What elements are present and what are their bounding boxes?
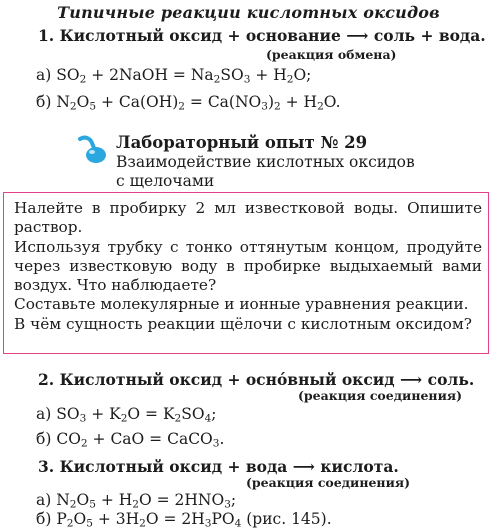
formula-text: ; [211,405,217,423]
lab-subtitle-line-1: Взаимодействие кислотных оксидов [116,153,415,171]
formula-subscript: 5 [86,517,93,530]
formula-text: + H [250,66,287,84]
formula-text: O = 2H [145,510,205,528]
equation-formula [56,66,311,84]
formula-text: O = 2HNO [138,491,225,509]
reaction-1-equation-b [36,93,341,111]
formula-subscript: 2 [69,100,77,113]
reaction-3-equation-a [36,491,236,509]
formula-subscript: 4 [204,412,212,425]
lab-paragraph-2: Используя трубку с тонко оттянутым концом, продуйте через известковую воду в пробирке выдыхаемый вами воздух. Что наблюдаете? [14,237,482,295]
formula-subscript: 2 [120,412,128,425]
lab-paragraph-3: Составьте молекулярные и ионные уравнения реакции. [14,295,469,314]
formula-text: + H [95,491,133,509]
lab-paragraph-4: В чём сущность реакции щёлочи с кислотным оксидом? [14,314,472,333]
formula-subscript: 2 [66,517,74,530]
formula-text: + CaO = CaCO [87,430,213,448]
formula-text: SO [56,66,80,84]
reaction-3-note: (реакция соединения) [246,475,411,490]
lab-instructions-text [14,199,482,334]
formula-text: P [56,510,67,528]
equation-label: а) [36,66,52,84]
formula-subscript: 2 [139,517,146,530]
reaction-1-heading: 1. Кислотный оксид + основание ⟶ соль + вода. [38,26,486,45]
formula-subscript: 2 [178,100,185,113]
formula-subscript: 2 [80,437,88,450]
test-tube-flask-icon [77,134,109,166]
formula-text: + H [280,93,318,111]
formula-subscript: 2 [286,73,294,86]
formula-text: O = K [127,405,175,423]
reaction-2-note: (реакция соединения) [298,388,463,403]
formula-subscript: 2 [213,73,221,86]
lab-subtitle-line-2: с щелочами [116,172,215,190]
equation-label: а) [36,405,52,423]
lab-title: Лабораторный опыт № 29 [116,133,368,152]
formula-subscript: 2 [317,100,324,113]
formula-subscript: 2 [274,100,281,113]
equation-label: б) [36,93,52,111]
formula-subscript: 3 [261,100,268,113]
formula-subscript: 2 [174,412,182,425]
lab-paragraph-1: Налейте в пробирку 2 мл известковой воды. Опишите раствор. [14,199,482,237]
formula-text: SO [56,405,80,423]
formula-subscript: 3 [212,437,220,450]
equation-label: б) [36,430,52,448]
formula-subscript: 4 [234,517,242,530]
formula-text: SO [181,405,205,423]
formula-text: CO [56,430,81,448]
equation-label: а) [36,491,52,509]
formula-text: N [56,93,70,111]
reaction-1-equation-a [36,66,311,84]
formula-subscript: 3 [204,517,212,530]
equation-formula [56,430,224,448]
reaction-3-heading: 3. Кислотный оксид + вода ⟶ кислота. [38,457,399,476]
formula-text: . [219,430,225,448]
formula-text: SO [220,66,244,84]
reaction-2-equation-b [36,430,224,448]
formula-text: ) [267,93,275,111]
equation-formula [56,405,216,423]
reaction-2-equation-a [36,405,217,423]
formula-text: O. [323,93,341,111]
equation-formula [56,93,340,111]
equation-formula [56,491,236,509]
formula-text: O [76,491,90,509]
formula-subscript: 3 [79,412,87,425]
formula-subscript: 5 [89,498,96,511]
formula-subscript: 3 [224,498,231,511]
formula-text: PO [211,510,235,528]
formula-text: N [56,491,70,509]
formula-text: ; [230,491,237,509]
formula-text: + 2NaOH = Na [86,66,214,84]
formula-subscript: 5 [89,100,97,113]
formula-text: O; [293,66,312,84]
reaction-2-heading: 2. Кислотный оксид + осно́вный оксид ⟶ соль. [38,370,475,389]
formula-text: + Ca(OH) [96,93,179,111]
equation-label: б) [36,510,52,528]
reaction-1-note: (реакция обмена) [266,47,397,62]
reaction-3-equation-b [36,510,332,528]
formula-subscript: 2 [132,498,139,511]
section-title: Типичные реакции кислотных оксидов [57,3,440,22]
formula-subscript: 2 [79,73,87,86]
equation-formula [56,510,331,528]
formula-text: (рис. 145). [241,510,332,528]
formula-subscript: 2 [69,498,77,511]
formula-text: O [73,510,87,528]
formula-subscript: 3 [243,73,251,86]
formula-text: + K [86,405,121,423]
formula-text: + 3H [92,510,140,528]
formula-text: O [76,93,90,111]
formula-text: = Ca(NO [184,93,262,111]
